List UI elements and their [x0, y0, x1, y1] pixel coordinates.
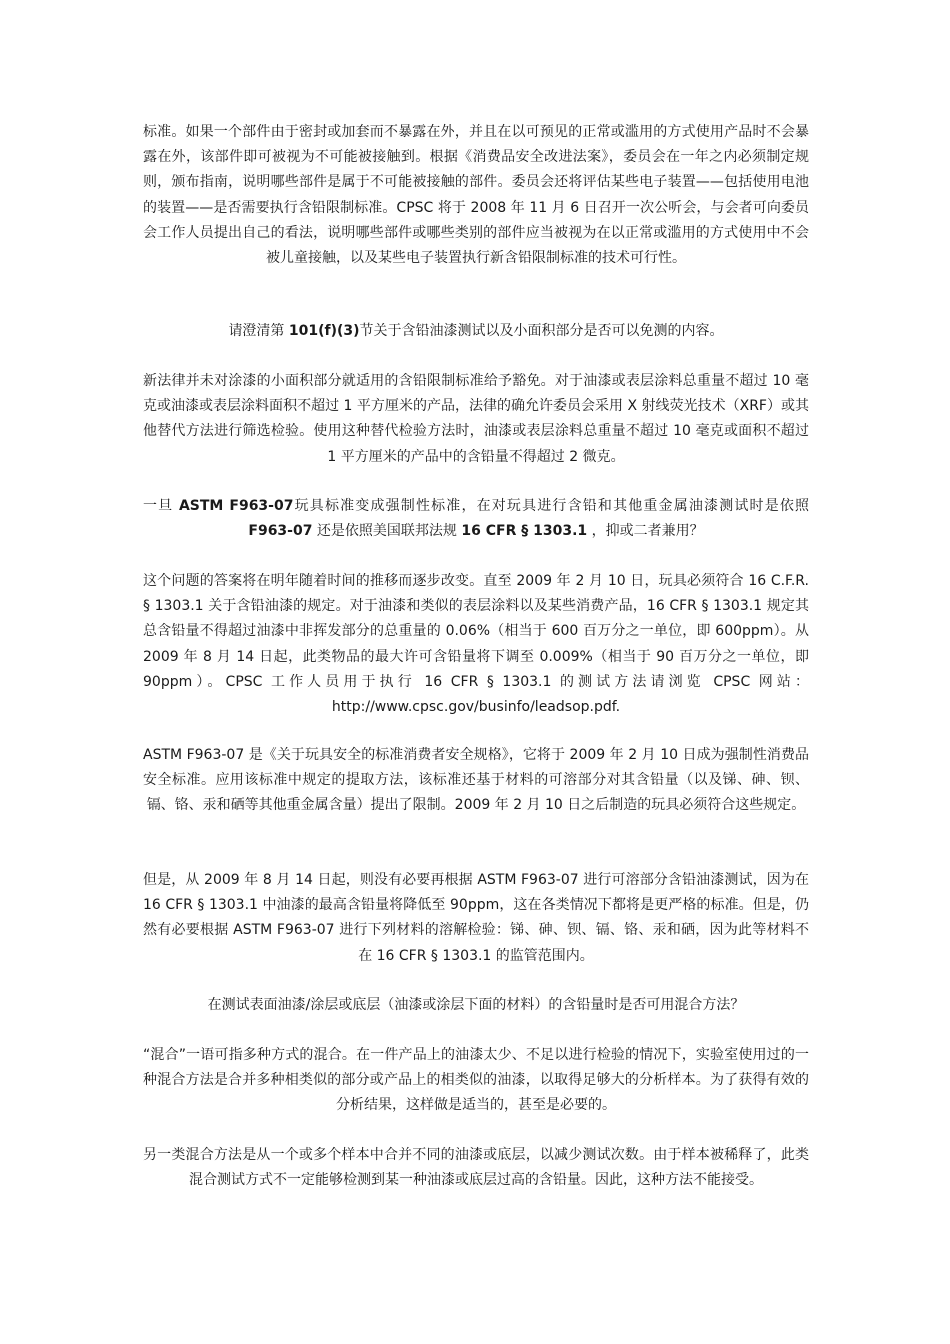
- paragraph-text: “混合”一语可指多种方式的混合。在一件产品上的油漆太少、不足以进行检验的情况下，实验室使用过的一种混合方法是合并多种相类似的部分或产品上的相类似的油漆，以取得足够大的分析样本。为了获得有效的分析结果，这样做是适当的，甚至是必要的。: [143, 1047, 809, 1114]
- section-reference: 101(f)(3): [288, 323, 360, 339]
- question-composite-testing: [143, 993, 809, 1018]
- question-text: 请澄清第: [228, 323, 289, 339]
- question-text: 在测试表面油漆/涂层或底层（油漆或涂层下面的材料）的含铅量时是否可用混合方法？: [207, 997, 745, 1013]
- regulation-reference: 16 CFR § 1303.1: [461, 523, 588, 540]
- paragraph-lead-limit-inaccessible-parts: [143, 120, 809, 271]
- paragraph-text: 但是，从 2009 年 8 月 14 日起，则没有必要再根据 ASTM F963-07 进行可溶部分含铅油漆测试，因为在 16 CFR § 1303.1 中油漆的最高含铅量将降低至 90ppm，这在各类情况下都将是更严格的标准。但是，仍然有必要根据 ASTM F963-07 进行下列材料的溶解检验：锑、砷、钡、镉、铬、汞和硒，因为此等材料不在 16 CFR § 1303.1 的监管范围内。: [143, 872, 809, 964]
- paragraph-soluble-testing: [143, 868, 809, 969]
- question-text: 玩具标准变成强制性标准，在对玩具进行含铅和其他重金属油漆测试时是依照: [293, 498, 810, 514]
- paragraph-text: 这个问题的答案将在明年随着时间的推移而逐步改变。直至 2009 年 2 月 10 日，玩具必须符合 16 C.F.R. § 1303.1 关于含铅油漆的规定。对于油漆和类似的表层涂料以及某些消费产品，16 CFR § 1303.1 规定其总含铅量不得超过油漆中非挥发部分的总重量的 0.06%（相当于 600 百万分之一单位，即 600ppm）。从 2009 年 8 月 14 日起，此类物品的最大许可含铅量将下调至 0.009%（相当于 90 百万分之一单位，即 90ppm）。CPSC 工作人员用于执行 16 CFR § 1303.1 的测试方法请浏览 CPSC 网站：http://www.cpsc.gov/businfo/leadsop.pdf.: [143, 573, 809, 716]
- question-text: ，抑或二者兼用？: [587, 523, 704, 540]
- standard-reference: ASTM F963-07: [178, 498, 294, 514]
- answer-composite-unacceptable: [143, 1143, 809, 1193]
- answer-composite-acceptable: [143, 1043, 809, 1119]
- question-text: 还是依照美国联邦法规: [312, 523, 462, 540]
- paragraph-text: 标准。如果一个部件由于密封或加套而不暴露在外，并且在以可预见的正常或滥用的方式使用产品时不会暴露在外，该部件即可被视为不可能被接触到。根据《消费品安全改进法案》，委员会在一年之内必须制定规则，颁布指南，说明哪些部件是属于不可能被接触的部件。委员会还将评估某些电子装置——包括使用电池的装置——是否需要执行含铅限制标准。CPSC 将于 2008 年 11 月 6 日召开一次公听会，与会者可向委员会工作人员提出自己的看法，说明哪些部件或哪些类别的部件应当被视为在以正常或滥用的方式使用中不会被儿童接触，以及某些电子装置执行新含铅限制标准的技术可行性。: [143, 124, 809, 267]
- question-small-painted-parts: [143, 319, 809, 344]
- question-astm-vs-cfr: [143, 494, 809, 544]
- answer-cfr-timeline: [143, 569, 809, 720]
- question-text: 一旦: [143, 498, 179, 514]
- paragraph-text: 另一类混合方法是从一个或多个样本中合并不同的油漆或底层，以减少测试次数。由于样本被稀释了，此类混合测试方式不一定能够检测到某一种油漆或底层过高的含铅量。因此，这种方法不能接受。: [143, 1147, 809, 1189]
- standard-reference: F963-07: [248, 523, 313, 540]
- question-text: 节关于含铅油漆测试以及小面积部分是否可以免测的内容。: [359, 323, 724, 339]
- paragraph-text: 新法律并未对涂漆的小面积部分就适用的含铅限制标准给予豁免。对于油漆或表层涂料总重量不超过 10 毫克或油漆或表层涂料面积不超过 1 平方厘米的产品，法律的确允许委员会采用 X 射线荧光技术（XRF）或其他替代方法进行筛选检验。使用这种替代检验方法时，油漆或表层涂料总重量不超过 10 毫克或面积不超过 1 平方厘米的产品中的含铅量不得超过 2 微克。: [143, 373, 809, 465]
- answer-small-painted-parts: [143, 369, 809, 470]
- paragraph-text: ASTM F963-07 是《关于玩具安全的标准消费者安全规格》，它将于 2009 年 2 月 10 日成为强制性消费品安全标准。应用该标准中规定的提取方法，该标准还基于材料的可溶部分对其含铅量（以及锑、砷、钡、镉、铬、汞和硒等其他重金属含量）提出了限制。2009 年 2 月 10 日之后制造的玩具必须符合这些规定。: [143, 747, 809, 814]
- paragraph-astm-f963: [143, 743, 809, 819]
